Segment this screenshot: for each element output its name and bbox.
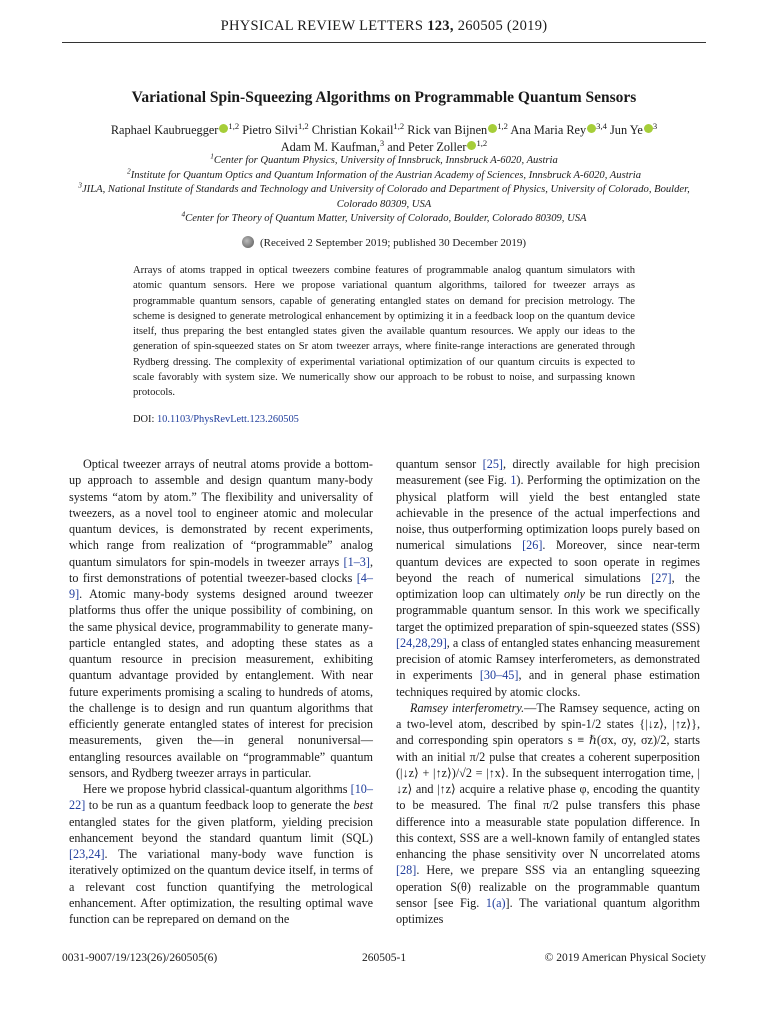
orcid-icon[interactable] — [587, 124, 596, 133]
doi-line — [133, 414, 299, 425]
affiliation — [62, 209, 706, 227]
citation-link[interactable]: [28] — [396, 863, 417, 878]
text-run: quantum sensor — [396, 457, 483, 471]
text-run: , and in general phase estimation techniques required by atomic clocks. — [396, 668, 700, 699]
paper-title: Variational Spin-Squeezing Algorithms on Programmable Quantum Sensors — [131, 89, 637, 106]
author-name: Rick van Bijnen — [407, 123, 488, 137]
citation-link[interactable]: [24,28,29] — [396, 635, 447, 650]
journal-name: PHYSICAL REVIEW LETTERS — [220, 18, 424, 34]
received-line — [62, 236, 706, 249]
citation-link[interactable]: [23,24] — [69, 847, 105, 861]
author-name: Raphael Kaubruegger — [110, 123, 219, 137]
citation-link[interactable]: [4–9] — [69, 570, 373, 601]
footer-copyright: © 2019 American Physical Society — [544, 952, 706, 964]
affiliation-text: JILA, National Institute of Standards and Technology and University of Colorado and Department of Physics, University of Colorado, Boulder, Colorado 80309, USA — [81, 184, 690, 210]
emphasis: only — [563, 587, 585, 601]
text-run: ]. The variational quantum algorithm optimizes — [396, 895, 700, 926]
author-affiliation-mark: 1,2 — [297, 120, 309, 131]
text-run: Here we propose hybrid classical-quantum algorithms — [83, 782, 351, 796]
affiliation-text: Center for Quantum Physics, University of Innsbruck, Innsbruck A-6020, Austria — [213, 155, 558, 166]
received-dates: (Received 2 September 2019; published 30 December 2019) — [259, 237, 527, 249]
journal-volume: 123, — [427, 18, 454, 34]
affiliation-list — [62, 151, 706, 227]
affiliation — [62, 151, 706, 169]
paragraph — [69, 456, 373, 781]
text-run: , directly available for high precision measurement (see Fig. — [396, 457, 700, 488]
citation-link[interactable]: [30–45] — [479, 668, 519, 683]
orcid-icon[interactable] — [488, 124, 497, 133]
author-name: Jun Ye — [610, 123, 643, 137]
doi-label: DOI: — [133, 414, 155, 425]
paragraph — [69, 781, 373, 927]
affiliation — [62, 180, 706, 212]
text-run: , to first demonstrations of potential tweezer-based clocks — [69, 554, 373, 585]
body-column-left — [69, 456, 373, 927]
text-run: . Moreover, since near-term quantum devices are expected to soon operate in regimes beyond the reach of numerical simulations — [396, 538, 700, 585]
citation-link[interactable]: 1 — [510, 473, 517, 488]
affiliation-number: 2 — [126, 166, 131, 176]
affiliation-number: 4 — [181, 209, 186, 219]
header-rule — [62, 42, 706, 43]
author-affiliation-mark: 1,2 — [393, 120, 405, 131]
author-affiliation-mark: 1,2 — [228, 120, 240, 131]
citation-link[interactable]: [27] — [651, 570, 672, 585]
affiliation — [62, 166, 706, 184]
affiliation-text: Center for Theory of Quantum Matter, University of Colorado, Boulder, Colorado 80309, USA — [185, 213, 587, 225]
text-run: be run directly on the programmable quantum sensor. In this work we specifically target the optimized preparation of spin-squeezed states (SSS) — [396, 587, 700, 634]
citation-link[interactable]: [10–22] — [69, 782, 373, 813]
text-run: . Here, we prepare SSS via an entangling squeezing operation S(θ) realizable on the programmable quantum sensor [see Fig. — [396, 863, 700, 910]
author-name: and Peter Zoller — [387, 140, 467, 154]
text-run: . The variational many-body wave function is iteratively optimized on the quantum device itself, in terms of a relevant cost function quantifying the metrological enhancement. After optimization, the resulting optimal wave function can be reprepared on demand on the — [69, 847, 373, 926]
affiliation-number: 1 — [210, 151, 214, 161]
doi-link[interactable]: 10.1103/PhysRevLett.123.260505 — [156, 414, 299, 425]
text-run: , the optimization loop can ultimately — [396, 570, 701, 601]
paragraph — [396, 456, 700, 700]
author-name: Ana Maria Rey — [510, 123, 587, 137]
text-run: to be run as a quantum feedback loop to generate the — [85, 798, 354, 813]
citation-link[interactable]: 1(a) — [485, 895, 506, 910]
text-run: ). Performing the optimization on the physical platform will yield the best entangled state achievable in the presence of the actual imperfections and noise, thus outperforming optimization loops purely based on numerical simulations — [396, 473, 700, 553]
author-name: Adam M. Kaufman, — [280, 140, 380, 154]
text-run: , a class of entangled states enhancing measurement precision of atomic Ramsey interferometers, as demonstrated in experiments — [396, 635, 700, 683]
author-affiliation-mark: 3,4 — [596, 120, 607, 131]
author-list — [62, 122, 706, 156]
citation-link[interactable]: [1–3] — [343, 554, 370, 569]
affiliation-number: 3 — [78, 180, 82, 190]
author-name: Pietro Silvi — [242, 123, 298, 137]
orcid-icon[interactable] — [644, 124, 653, 133]
crossmark-icon[interactable] — [242, 236, 254, 248]
text-run: entangled states for the given platform, yielding precision enhancement beyond the standard quantum limit (SQL) — [69, 814, 373, 845]
emphasis: best — [353, 798, 373, 813]
text-run: . Atomic many-body systems designed around tweezer platforms thus offer the unique possibility of combining, on the same physical device, programmability to generate many-particle entangled states, and adopting these states as a quantum resource in precision measurement, exhibiting quantum advantage provided by entanglement. With near future experiments promising a scaling to hundreds of atoms, the challenge is to design and run quantum algorithms that efficiently generate entangled states of interest for precision measurements, given the—in general nonuniversal—entangling resources available on “programmable” quantum sensors, and Rydberg tweezer arrays in particular. — [69, 587, 373, 780]
footer-page-number: 260505-1 — [362, 952, 407, 964]
body-column-right — [396, 456, 700, 927]
text-run: —The Ramsey sequence, acting on a two-level atom, described by spin-1/2 states {|↓z⟩, |↑z⟩}, and corresponding spin operators s ≡ ℏ(σx, σy, σz)/2, starts with an initial π/2 pulse that creates a coherent superposition (|↓z⟩ + |↑z⟩)/√2 = |↑x⟩. In the subsequent interrogation time, |↓z⟩ and |↑z⟩ acquire a relative phase φ, encoding the quantity to be measured. The final π/2 pulse transfers this phase difference into a measurable state population difference. In this context, SSS are a well-known family of entangled states enhancing the phase sensitivity over N uncorrelated atoms — [396, 700, 700, 861]
paragraph — [396, 700, 700, 928]
abstract: Arrays of atoms trapped in optical tweezers combine features of programmable analog quantum simulators with atomic quantum sensors. Here we propose variational quantum algorithms, tailored for tweezer arrays as programmable quantum sensors, capable of generating entangled states on demand for precision metrology. The scheme is designed to generate metrological enhancement by optimizing it in a feedback loop on the quantum device itself, thus preparing the best entangled states given the available quantum resources. We apply our ideas to the generation of spin-squeezed states on Sr atom tweezer arrays, where finite-range interactions are generated through Rydberg dressing. The complexity of experimental variational optimization of our quantum circuits is expected to scale favorably with system size. We numerically show our approach to be robust to noise, and surpassing known protocols. — [133, 265, 635, 399]
text-run: Optical tweezer arrays of neutral atoms provide a bottom-up approach to assemble and design quantum many-body systems “atom by atom.” The flexibility and universality of tweezers, as a novel tool to engineer atomic and molecular quantum devices, is demonstrated by recent experiments, which range from realization of “programmable” analog quantum simulators for spin-models in tweezer arrays — [69, 457, 373, 569]
author-affiliation-mark: 3 — [652, 120, 658, 131]
emphasis: Ramsey interferometry. — [410, 700, 525, 715]
journal-page-year: 260505 (2019) — [457, 18, 548, 34]
author-affiliation-mark: 1,2 — [497, 120, 508, 131]
author-affiliation-mark: 3 — [379, 137, 385, 148]
footer-code: 0031-9007/19/123(26)/260505(6) — [62, 952, 218, 964]
author-name: Christian Kokail — [311, 123, 394, 137]
citation-link[interactable]: [26] — [522, 538, 543, 553]
journal-header — [62, 18, 706, 35]
citation-link[interactable]: [25] — [482, 457, 503, 471]
author-affiliation-mark: 1,2 — [476, 137, 488, 148]
affiliation-text: Institute for Quantum Optics and Quantum Information of the Austrian Academy of Sciences, Innsbruck A-6020, Austria — [130, 169, 642, 181]
